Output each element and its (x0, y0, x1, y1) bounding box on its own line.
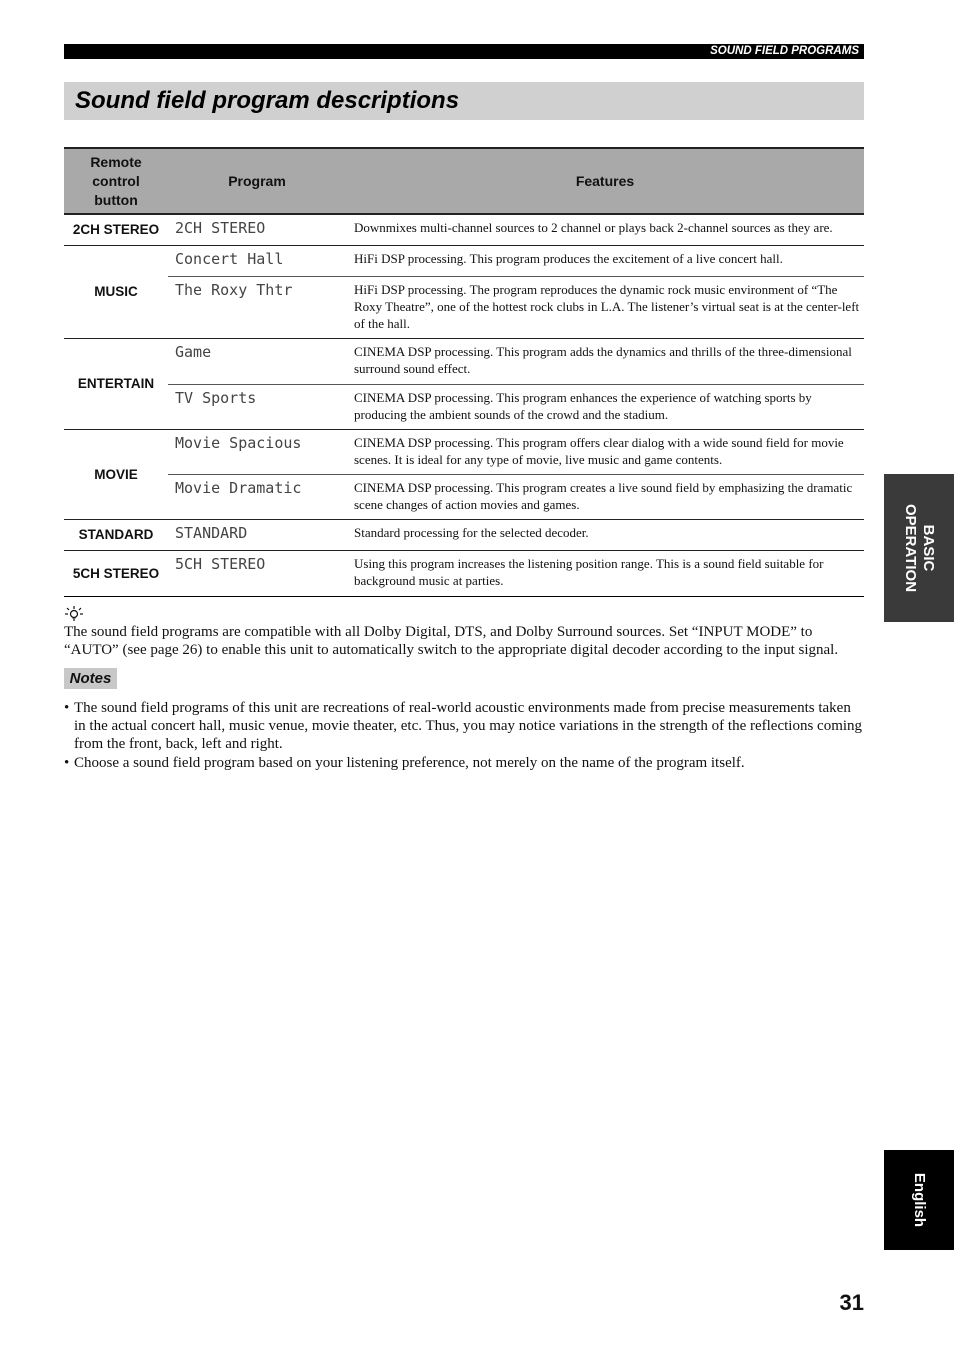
side-tab-label: English (911, 1172, 928, 1228)
table-row (64, 245, 864, 276)
side-tab-english (884, 1150, 954, 1250)
table-header-row (64, 148, 864, 214)
side-tab-basic-operation (884, 474, 954, 622)
lightbulb-icon (64, 606, 84, 622)
button-cell: ENTERTAIN (64, 338, 168, 429)
program-name: 5CH STEREO (168, 550, 346, 596)
list-item (64, 699, 864, 753)
section-title: SOUND FIELD PROGRAMS (710, 45, 859, 57)
button-cell: STANDARD (64, 519, 168, 550)
bullet: • (64, 700, 70, 716)
features-text: Standard processing for the selected decoder. (346, 519, 864, 550)
notes-label: Notes (64, 668, 117, 689)
page-title: Sound field program descriptions (75, 87, 460, 114)
list-item (64, 754, 864, 772)
table-row (64, 429, 864, 474)
side-tab-line: OPERATION (902, 503, 919, 593)
program-name: The Roxy Thtr (168, 276, 346, 338)
features-text: HiFi DSP processing. The program reproduces the dynamic rock music environment of “The Roxy Theatre”, one of the hottest rock clubs in L.A. The listener’s virtual seat is at the center-left of the hall. (346, 276, 864, 338)
note-text: The sound field programs of this unit are recreations of real-world acoustic environments made from precise measurements taken in the actual concert hall, music venue, movie theater, etc. Thus, you may notice variations in the strength of the reflections coming from the front, back, left and right. (74, 700, 863, 752)
program-name: Movie Dramatic (168, 474, 346, 519)
button-cell: MOVIE (64, 429, 168, 519)
table-row (64, 550, 864, 596)
column-header-program: Program (168, 148, 346, 214)
tip-text: The sound field programs are compatible with all Dolby Digital, DTS, and Dolby Surround sources. Set “INPUT MODE” to “AUTO” (see page 26) to enable this unit to automatically switch to the appropriate digital decoder according to the input signal. (64, 624, 839, 658)
button-cell: 2CH STEREO (64, 214, 168, 245)
page-title-box (64, 82, 864, 120)
features-text: CINEMA DSP processing. This program creates a live sound field by emphasizing the dramatic scene changes of action movies and games. (346, 474, 864, 519)
note-text: Choose a sound field program based on your listening preference, not merely on the name of the program itself. (74, 755, 745, 771)
page-number: 31 (839, 1290, 864, 1315)
table-row (64, 519, 864, 550)
features-text: Using this program increases the listening position range. This is a sound field suitable for background music at parties. (346, 550, 864, 596)
program-table (64, 147, 864, 597)
notes-list (64, 699, 864, 773)
button-cell: 5CH STEREO (64, 550, 168, 596)
bullet: • (64, 755, 70, 771)
column-header-features: Features (346, 148, 864, 214)
features-text: HiFi DSP processing. This program produces the excitement of a live concert hall. (346, 245, 864, 276)
program-name: 2CH STEREO (168, 214, 346, 245)
table-row (64, 214, 864, 245)
program-name: Movie Spacious (168, 429, 346, 474)
table-row (64, 276, 864, 338)
program-name: TV Sports (168, 384, 346, 429)
table-row (64, 384, 864, 429)
table-row (64, 338, 864, 384)
features-text: CINEMA DSP processing. This program offers clear dialog with a wide sound field for movie scenes. It is ideal for any type of movie, live music and game contents. (346, 429, 864, 474)
program-name: STANDARD (168, 519, 346, 550)
column-header-button: Remote control button (64, 148, 168, 214)
program-name: Game (168, 338, 346, 384)
side-tab-line: BASIC (920, 524, 937, 572)
features-text: CINEMA DSP processing. This program enhances the experience of watching sports by producing the ambient sounds of the crowd and the stadium. (346, 384, 864, 429)
program-name: Concert Hall (168, 245, 346, 276)
button-cell: MUSIC (64, 245, 168, 338)
features-text: CINEMA DSP processing. This program adds the dynamics and thrills of the three-dimensional surround sound effect. (346, 338, 864, 384)
table-row (64, 474, 864, 519)
features-text: Downmixes multi-channel sources to 2 channel or plays back 2-channel sources as they are. (346, 214, 864, 245)
section-header-bar (64, 44, 864, 59)
